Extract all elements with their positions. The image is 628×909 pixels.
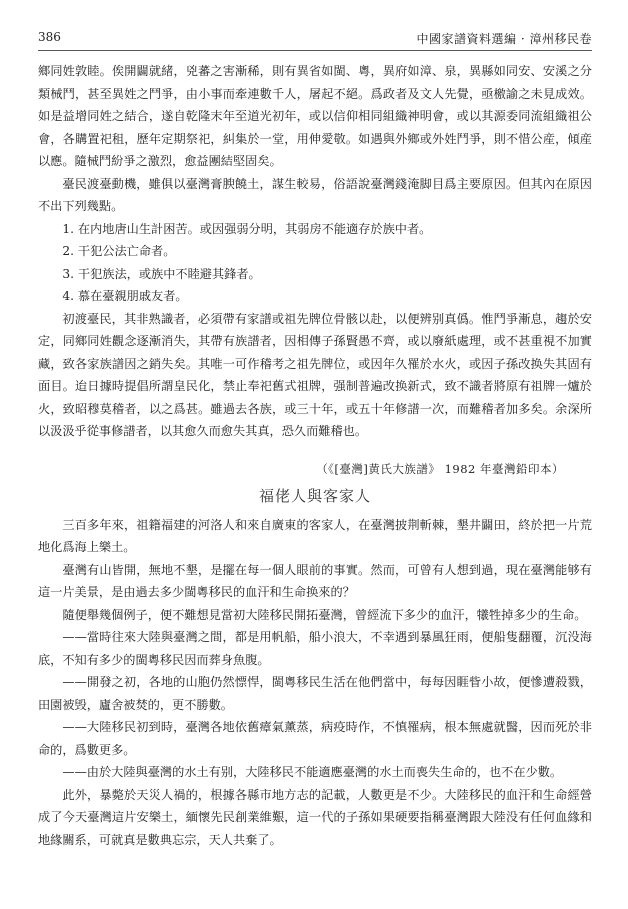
paragraph: ——由於大陸與臺灣的水土有别，大陸移民不能適應臺灣的水土而喪失生命的，也不在少數。	[62, 765, 563, 779]
paragraph: ——大陸移民初到時，臺灣各地依舊瘴氣薰蒸，病疫時作，不慎罹病，根本無處就醫，因而死於非命的，爲數更多。	[38, 720, 592, 757]
paragraph: 隨便舉幾個例子，便不難想見當初大陸移民開拓臺灣，曾經流下多少的血汗，犧牲掉多少的生命。	[62, 607, 587, 622]
paragraph: 臺民渡臺動機，雖俱以臺灣膏腴饒土，謀生較易，俗語說臺灣錢淹脚目爲主要原因。但其內在原因不出下列幾點。	[38, 176, 592, 213]
paragraph: 初渡臺民，其非熟識者，必須帶有家譜或祖先牌位骨骸以赴，以便辨别真僞。惟鬥爭漸息，趨於安定，同鄉同姓觀念逐漸消失，其帶有族譜者，因相傳子孫賢愚不齊，或以廢紙處理，或不甚重視不加實藏，致各家族譜因之銷失矣。其唯一可作稽考之祖先牌位，或因年久罹於水火，或因子孫改换失其固有面目。迨日據時提倡所謂皇民化，禁止奉祀舊式祖牌，强制普遍改换新式，致不識者將原有祖牌一爐於火，致昭穆莫稽者，以之爲甚。雖過去各族，或三十年，或五十年修譜一次，而難稽者加多矣。余深所以汲汲乎從事修譜者，以其愈久而愈失其真，恐久而難稽也。	[38, 311, 592, 438]
list-item: 4. 慕在臺親朋戚友者。	[62, 289, 188, 303]
paragraph: 鄉同姓敦睦。俟開闢就緒，兇蕃之害漸稀，則有異省如閩、粵，異府如漳、泉，異縣如同安、安溪之分類械鬥，甚至異姓之鬥爭，由小事而牽連數千人，屠起不絕。爲政者及文人先覺，亟檄諭之未見成效。如是益增同姓之結合，遂自乾隆末年至道光初年，或以信仰相同組織神明會，或以其源委同流組織祖公會，各購置祀租，歷年定期祭祀，糾集於一堂，用伸愛敬。如遇與外鄉或外姓鬥爭，則不惜公産，傾産以應。隨械鬥紛爭之激烈，愈益團結堅固矣。	[38, 64, 592, 168]
list-item: 1. 在内地唐山生計困苦。或因强弱分明，其弱房不能適存於族中者。	[62, 221, 432, 236]
section-title: 福佬人與客家人	[258, 486, 371, 505]
paragraph: 臺灣有山皆開，無地不墾，是擺在每一個人眼前的事實。然而，可曾有人想到過，現在臺灣能够有這一片美景，是由過去多少閩粵移民的血汗和生命换來的？	[38, 562, 592, 599]
paragraph: ——開發之初，各地的山胞仍然慓悍，閩粵移民生活在他們當中，每每因睚眥小故，便慘遭殺戮，田園被毁，廬舍被焚的，更不勝數。	[38, 675, 592, 712]
paragraph: 三百多年來，祖籍福建的河洛人和來自廣東的客家人，在臺灣披荆斬棘，墾井闢田，終於把一片荒地化爲海上樂土。	[38, 517, 592, 554]
running-title: 中國家譜資料選編 · 漳州移民卷	[416, 32, 592, 46]
list-item: 3. 干犯族法，或族中不睦避其鋒者。	[62, 266, 261, 281]
page-header	[38, 28, 592, 51]
source-citation: （《[臺灣]黄氏大族譜》 1982 年臺灣鉛印本）	[316, 461, 564, 476]
reasons-list	[38, 218, 592, 308]
paragraph: 此外，暴斃於天災人禍的，根據各縣市地方志的記載，人數更是不少。大陸移民的血汗和生命經營成了今天臺灣這片安樂土，緬懷先民創業維艱，這一代的子孫如果硬要指稱臺灣跟大陸没有任何血緣和地緣關系，可就真是數典忘宗，天人共棄了。	[38, 787, 592, 847]
paragraph: ——當時往來大陸與臺灣之間，都是用帆船，船小浪大，不幸遇到暴風狂雨，便船隻翻覆，沉没海底，不知有多少的閩粵移民因而葬身魚腹。	[38, 630, 592, 667]
page-number: 386	[38, 30, 61, 44]
page-content	[38, 60, 592, 851]
list-item: 2. 干犯公法亡命者。	[62, 244, 176, 258]
